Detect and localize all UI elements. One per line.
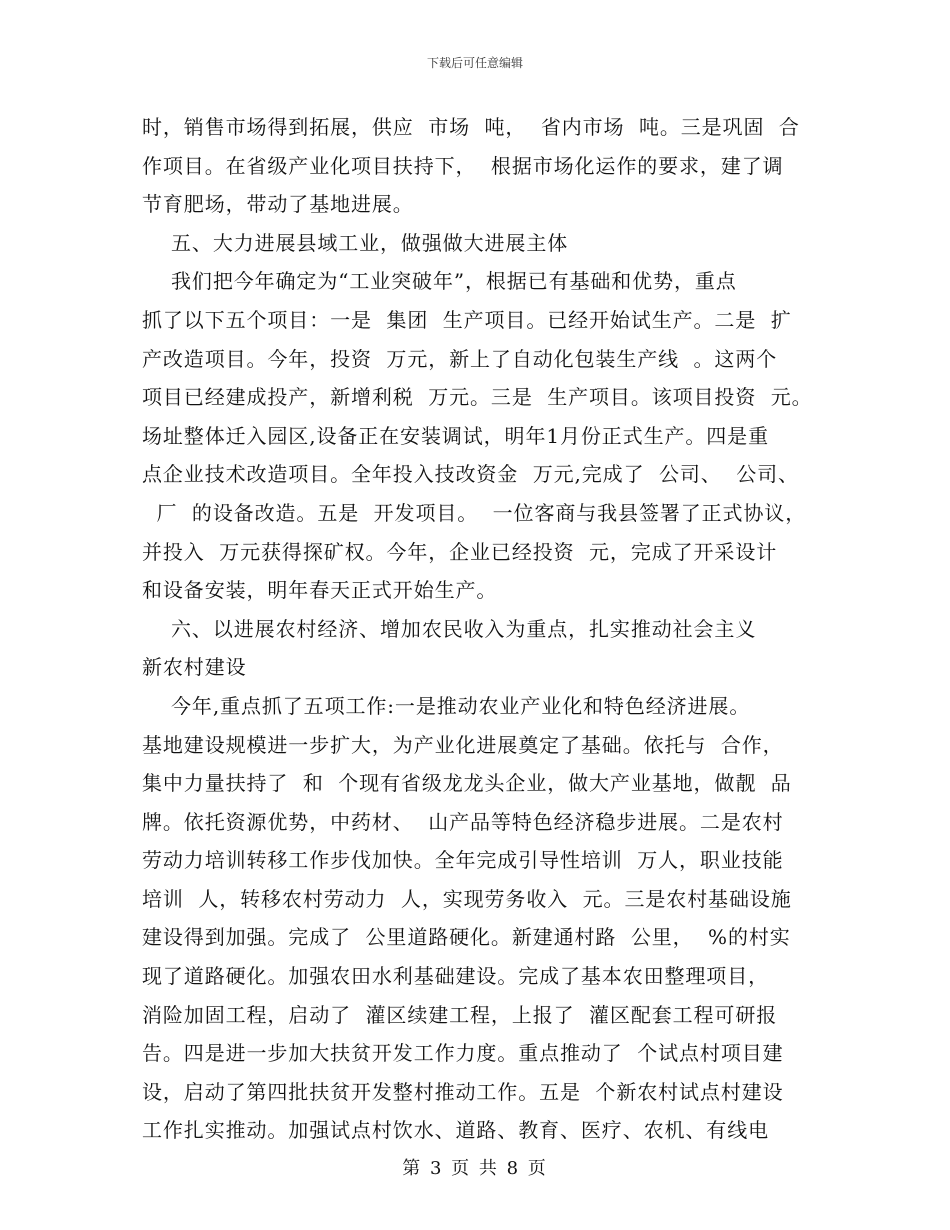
text-line: 牌。依托资源优势，中药材、 山产品等特色经济稳步进展。二是农村 xyxy=(142,809,784,834)
text-line: 产改造项目。今年，投资 万元，新上了自动化包装生产线 。这两个 xyxy=(142,346,778,371)
text-line: 和设备安装，明年春天正式开始生产。 xyxy=(142,578,498,603)
text-line: 基地建设规模进一步扩大，为产业化进展奠定了基础。依托与 合作， xyxy=(142,732,784,757)
text-line: 点企业技术改造项目。全年投入技改资金 万元,完成了 公司、 公司、 xyxy=(142,462,799,487)
text-line: 六、以进展农村经济、增加农民收入为重点，扎实推动社会主义 xyxy=(142,616,757,641)
text-line: 五、大力进展县域工业，做强做大进展主体 xyxy=(142,230,569,255)
text-line: 建设得到加强。完成了 公里道路硬化。新建通村路 公里， %的村实 xyxy=(142,925,791,950)
page-footer: 第 3 页 共 8 页 xyxy=(402,1158,548,1179)
text-line: 现了道路硬化。加强农田水利基础建设。完成了基本农田整理项目， xyxy=(142,964,769,989)
text-line: 设，启动了第四批扶贫开发整村推动工作。五是 个新农村试点村建设 xyxy=(142,1079,784,1104)
text-line: 项目已经建成投产，新增利税 万元。三是 生产项目。该项目投资 元。 xyxy=(142,385,813,410)
text-line: 新农村建设 xyxy=(142,655,247,680)
body-text xyxy=(142,108,813,1150)
text-line: 培训 人，转移农村劳动力 人，实现劳务收入 元。三是农村基础设施 xyxy=(142,886,792,911)
text-line: 劳动力培训转移工作步伐加快。全年完成引导性培训 万人，职业技能 xyxy=(142,848,784,873)
text-line: 场址整体迁入园区,设备正在安装调试，明年1月份正式生产。四是重 xyxy=(142,423,769,448)
text-line: 集中力量扶持了 和 个现有省级龙龙头企业，做大产业基地，做靓 品 xyxy=(142,771,792,796)
text-line: 工作扎实推动。加强试点村饮水、道路、教育、医疗、农机、有线电 xyxy=(142,1118,769,1143)
text-line: 抓了以下五个项目：一是 集团 生产项目。已经开始试生产。二是 扩 xyxy=(142,307,792,332)
text-line: 厂 的设备改造。五是 开发项目。 一位客商与我县签署了正式协议， xyxy=(142,500,807,525)
text-line: 消险加固工程，启动了 灌区续建工程，上报了 灌区配套工程可研报 xyxy=(142,1002,778,1027)
text-line: 告。四是进一步加大扶贫开发工作力度。重点推动了 个试点村项目建 xyxy=(142,1041,784,1066)
page-header: 下载后可任意编辑 xyxy=(426,56,523,70)
text-line: 并投入 万元获得探矿权。今年，企业已经投资 元，完成了开采设计 xyxy=(142,539,778,564)
text-line: 时，销售市场得到拓展，供应 市场 吨， 省内市场 吨。三是巩固 合 xyxy=(142,115,800,139)
text-line: 今年,重点抓了五项工作:一是推动农业产业化和特色经济进展。 xyxy=(142,693,751,718)
text-line: 节育肥场，带动了基地进展。 xyxy=(142,192,414,217)
text-line: 我们把今年确定为“工业突破年”，根据已有基础和优势，重点 xyxy=(142,269,737,294)
text-line: 作项目。在省级产业化项目扶持下， 根据市场化运作的要求，建了调 xyxy=(142,153,784,178)
